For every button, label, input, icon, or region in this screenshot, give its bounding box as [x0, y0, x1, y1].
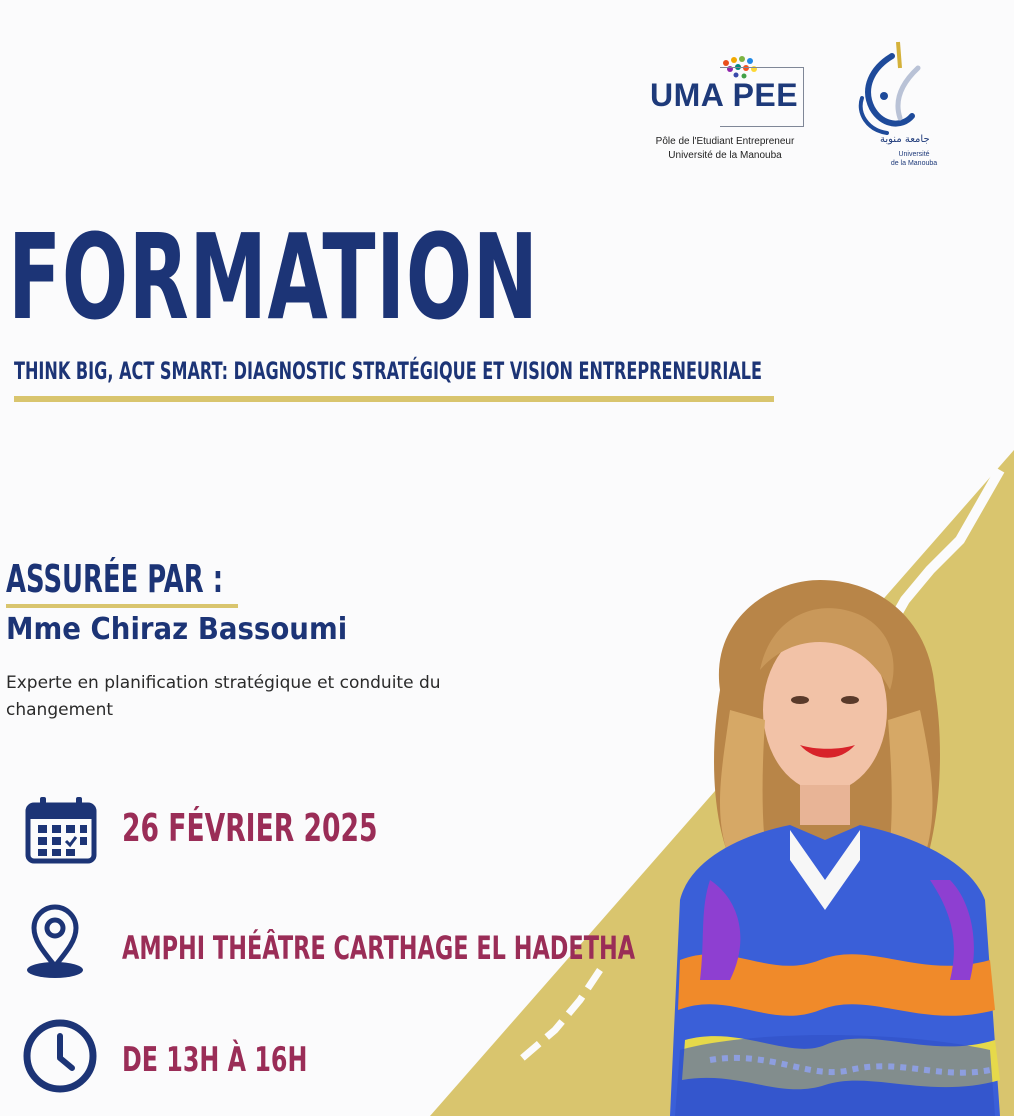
manouba-arabic-name: جامعة منوبة [880, 134, 930, 145]
event-time: DE 13H À 16H [122, 1040, 308, 1080]
manouba-latin-name [874, 150, 954, 168]
speaker-description: Experte en planification stratégique et conduite du changement [6, 673, 441, 720]
event-location: AMPHI THÉÂTRE CARTHAGE EL HADETHA [122, 929, 636, 967]
page-subtitle: THINK BIG, ACT SMART: DIAGNOSTIC STRATÉGIQUE ET VISION ENTREPRENEURIALE [14, 357, 763, 385]
manouba-latin-line2: de la Manouba [890, 160, 938, 167]
clock-icon [22, 1018, 98, 1094]
page-title: FORMATION [8, 208, 539, 346]
manouba-emblem [832, 38, 952, 138]
map-pin-icon [24, 904, 86, 980]
speaker-portrait [650, 580, 1014, 1116]
manouba-latin-line1: Université [898, 151, 930, 158]
uma-subtitle [640, 135, 810, 163]
manouba-logo [832, 38, 952, 183]
uma-subtitle-line1: Pôle de l'Etudiant Entrepreneur [655, 136, 795, 147]
speaker-label-underline [6, 604, 238, 608]
speaker-label: ASSURÉE PAR : [6, 557, 224, 601]
event-date: 26 FÉVRIER 2025 [122, 806, 378, 850]
uma-wordmark: UMA PEE [650, 77, 799, 113]
subtitle-underline [14, 396, 774, 402]
uma-pee-logo [640, 55, 815, 175]
calendar-icon [24, 795, 98, 865]
speaker-name: Mme Chiraz Bassoumi [6, 612, 348, 647]
uma-subtitle-line2: Université de la Manouba [668, 150, 782, 161]
